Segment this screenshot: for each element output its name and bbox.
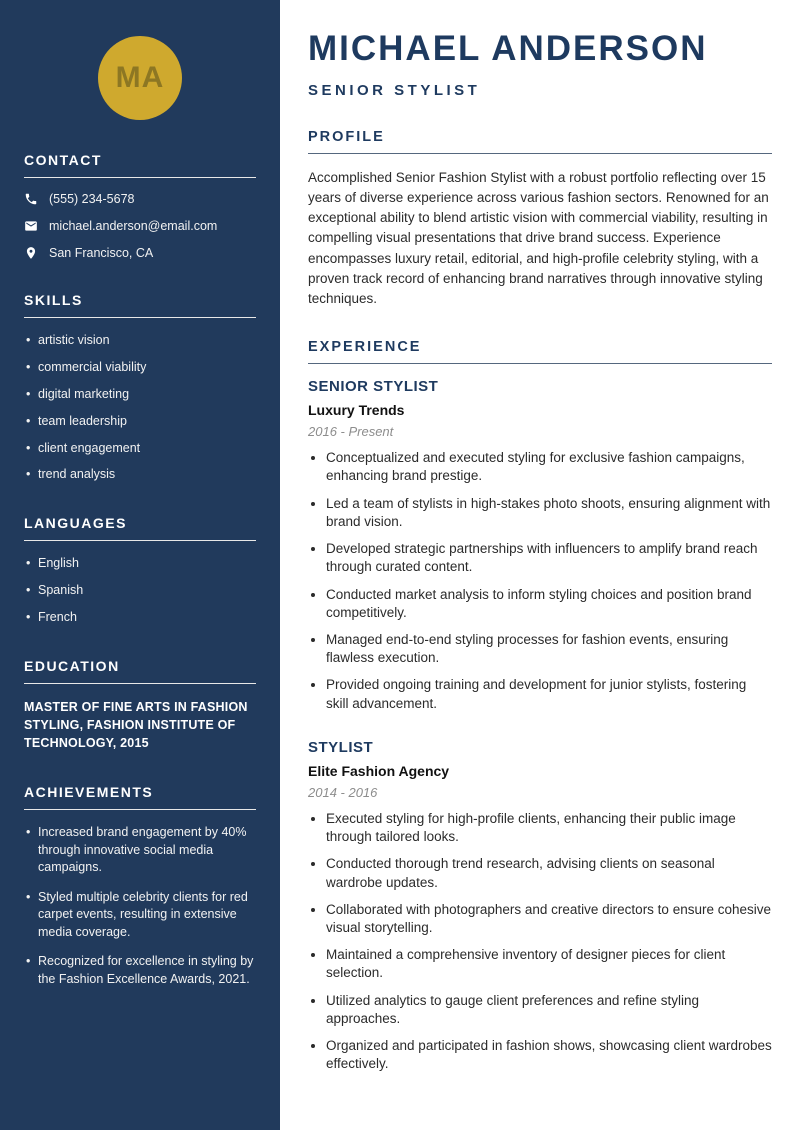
job-dates: 2014 - 2016 [308, 784, 378, 800]
experience-section-title: EXPERIENCE [308, 339, 772, 364]
location-icon [24, 246, 38, 260]
language-item: • Spanish [24, 582, 256, 599]
sidebar [0, 0, 280, 1130]
achievements-section [24, 784, 256, 988]
bullet-item: • Conducted market analysis to inform styling choices and position brand competitively. [326, 586, 772, 622]
job-company: Luxury Trends [308, 402, 405, 419]
education-text: MASTER OF FINE ARTS IN FASHION STYLING, FASHION INSTITUTE OF TECHNOLOGY, 2015 [24, 699, 248, 751]
job-role: SENIOR STYLIST [308, 378, 439, 396]
phone-icon [24, 192, 38, 206]
achievement-item: • Recognized for excellence in styling by the Fashion Excellence Awards, 2021. [24, 953, 256, 988]
skill-item: • digital marketing [24, 386, 256, 403]
avatar [98, 36, 182, 120]
achievements-section-title: ACHIEVEMENTS [24, 784, 256, 810]
education-section-title: EDUCATION [24, 658, 256, 684]
profile-section-title: PROFILE [308, 129, 772, 154]
education-section [24, 658, 256, 752]
bullet-item: • Maintained a comprehensive inventory of designer pieces for client selection. [326, 946, 772, 982]
bullet-item: • Executed styling for high-profile clients, enhancing their public image through tailored looks. [326, 810, 772, 846]
contact-email-text: michael.anderson@email.com [49, 219, 218, 233]
job-entry [308, 739, 772, 1074]
bullet-item: • Conceptualized and executed styling for exclusive fashion campaigns, enhancing brand prestige. [326, 449, 772, 485]
job-bullets [308, 449, 772, 713]
bullet-item: • Provided ongoing training and development for junior stylists, fostering skill advancement. [326, 676, 772, 712]
job-bullets [308, 810, 772, 1074]
job-company: Elite Fashion Agency [308, 762, 450, 779]
main-content [280, 0, 800, 1130]
skills-section [24, 292, 256, 483]
bullet-item: • Collaborated with photographers and creative directors to ensure cohesive visual storytelling. [326, 901, 772, 937]
bullet-item: • Led a team of stylists in high-stakes photo shoots, ensuring alignment with brand vision. [326, 495, 772, 531]
languages-section [24, 515, 256, 626]
contact-item-location [24, 246, 256, 260]
experience-section [308, 339, 772, 1073]
profile-text: Accomplished Senior Fashion Stylist with a robust portfolio reflecting over 15 years of diverse experience across various fashion sectors. Renowned for an exceptional ability to blend artistic vision with commercial viability, resulting in compelling visual presentations that drive brand success. Experience encompasses luxury retail, editorial, and high-profile celebrity styling, with a proven track record of enhancing brand narratives through innovative styling techniques. [308, 169, 769, 306]
contact-phone-text: (555) 234-5678 [49, 192, 135, 206]
bullet-item: • Managed end-to-end styling processes for fashion events, ensuring flawless execution. [326, 631, 772, 667]
achievement-item: • Increased brand engagement by 40% through innovative social media campaigns. [24, 824, 256, 877]
skill-item: • trend analysis [24, 466, 256, 483]
avatar-initials: MA [115, 61, 165, 94]
skill-item: • artistic vision [24, 332, 256, 349]
bullet-item: • Utilized analytics to gauge client preferences and refine styling approaches. [326, 992, 772, 1028]
name-heading: MICHAEL ANDERSON [308, 29, 708, 68]
job-dates: 2016 - Present [308, 424, 394, 440]
bullet-item: • Conducted thorough trend research, advising clients on seasonal wardrobe updates. [326, 855, 772, 891]
languages-list [24, 555, 256, 626]
language-item: • English [24, 555, 256, 572]
contact-location-text: San Francisco, CA [49, 246, 154, 260]
bullet-item: • Developed strategic partnerships with influencers to amplify brand reach through curated content. [326, 540, 772, 576]
job-entry [308, 378, 772, 713]
skills-list [24, 332, 256, 483]
job-title: SENIOR STYLIST [308, 81, 481, 99]
skill-item: • client engagement [24, 440, 256, 457]
contact-item-phone [24, 192, 256, 206]
achievement-item: • Styled multiple celebrity clients for red carpet events, resulting in extensive media coverage. [24, 889, 256, 942]
contact-item-email [24, 219, 256, 233]
languages-section-title: LANGUAGES [24, 515, 256, 541]
contact-section [24, 152, 256, 260]
skill-item: • commercial viability [24, 359, 256, 376]
contact-section-title: CONTACT [24, 152, 256, 178]
skills-section-title: SKILLS [24, 292, 256, 318]
language-item: • French [24, 609, 256, 626]
skill-item: • team leadership [24, 413, 256, 430]
email-icon [24, 219, 38, 233]
bullet-item: • Organized and participated in fashion shows, showcasing client wardrobes effectively. [326, 1037, 772, 1073]
job-role: STYLIST [308, 738, 374, 756]
profile-section [308, 129, 772, 310]
achievements-list [24, 824, 256, 988]
